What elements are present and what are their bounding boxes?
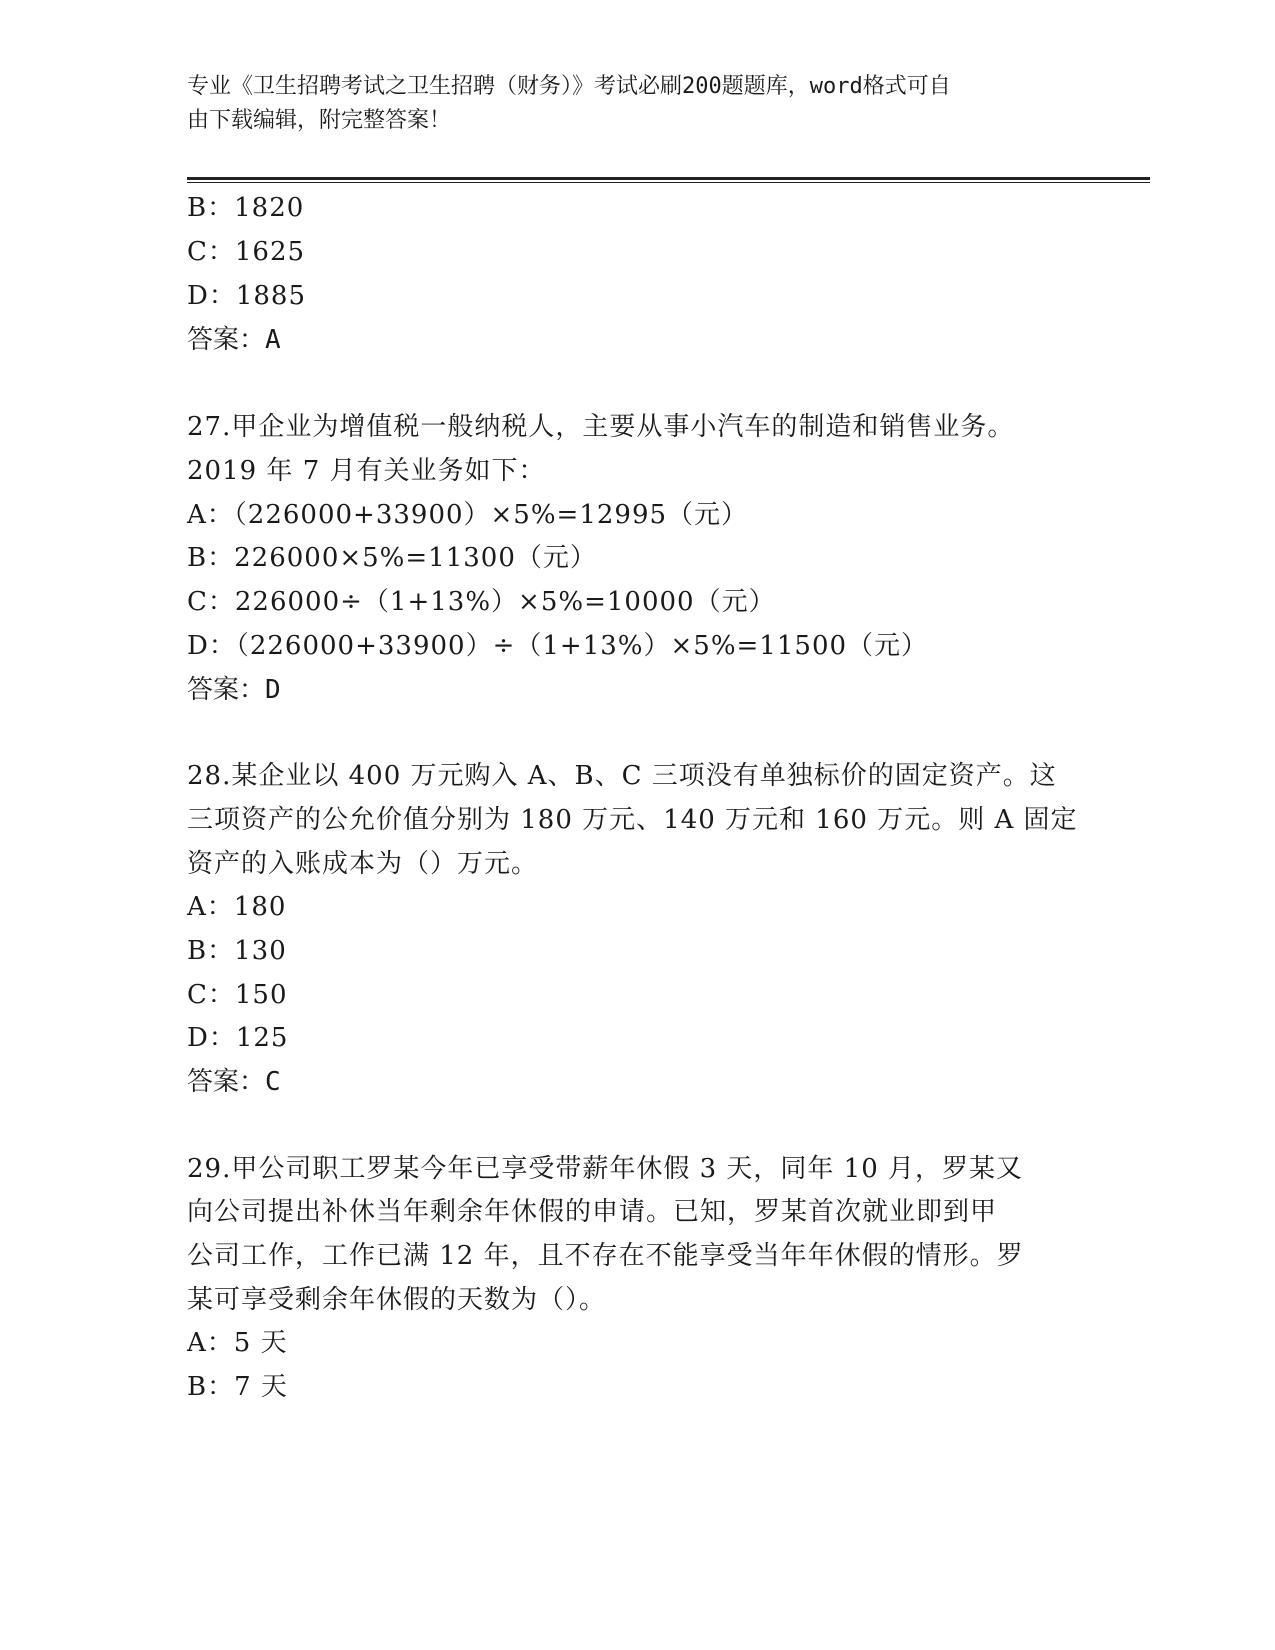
q27-stem-line-1: 27.甲企业为增值税一般纳税人，主要从事小汽车的制造和销售业务。: [187, 412, 1015, 442]
q29-stem-line-1: 29.甲公司职工罗某今年已享受带薪年休假 3 天，同年 10 月，罗某又: [187, 1154, 1024, 1184]
q28-stem-line-2: 三项资产的公允价值分别为 180 万元、140 万元和 160 万元。则 A 固定: [187, 805, 1078, 835]
q27-option-b: B：226000×5%=11300（元）: [187, 543, 597, 573]
q28-stem-line-1: 28.某企业以 400 万元购入 A、B、C 三项没有单独标价的固定资产。这: [187, 761, 1057, 791]
q28-answer: 答案：C: [187, 1067, 281, 1097]
header-rule-thin: [187, 182, 1150, 183]
q27-option-c: C：226000÷（1+13%）×5%=10000（元）: [187, 587, 776, 617]
q28-option-d: D：125: [187, 1023, 289, 1053]
q27-option-d: D：（226000+33900）÷（1+13%）×5%=11500（元）: [187, 631, 929, 661]
q28-stem-line-3: 资产的入账成本为（）万元。: [187, 849, 539, 879]
q26-option-c: C：1625: [187, 237, 306, 267]
document-header: [187, 70, 1087, 138]
q28-option-a: A：180: [187, 892, 287, 922]
q27-answer: 答案：D: [187, 675, 281, 705]
q29-stem-line-2: 向公司提出补休当年剩余年休假的申请。已知，罗某首次就业即到甲: [187, 1197, 998, 1227]
q28-option-b: B：130: [187, 936, 287, 966]
q29-stem-line-3: 公司工作，工作已满 12 年，且不存在不能享受当年年休假的情形。罗: [187, 1241, 1024, 1271]
q27-option-a: A：（226000+33900）×5%=12995（元）: [187, 500, 749, 530]
q29-option-a: A：5 天: [187, 1328, 288, 1358]
header-rule-thick: [187, 177, 1150, 180]
q28-option-c: C：150: [187, 980, 288, 1010]
header-line-2: 由下载编辑，附完整答案！: [187, 108, 452, 133]
q27-stem-line-2: 2019 年 7 月有关业务如下：: [187, 456, 546, 486]
q29-stem-line-4: 某可享受剩余年休假的天数为（）。: [187, 1285, 607, 1315]
q26-option-d: D：1885: [187, 281, 307, 311]
header-line-1: 专业《卫生招聘考试之卫生招聘（财务）》考试必刷200题题库，word格式可自: [187, 74, 951, 99]
q26-answer: 答案：A: [187, 325, 281, 355]
q29-option-b: B：7 天: [187, 1372, 288, 1402]
q26-option-b: B：1820: [187, 193, 305, 223]
